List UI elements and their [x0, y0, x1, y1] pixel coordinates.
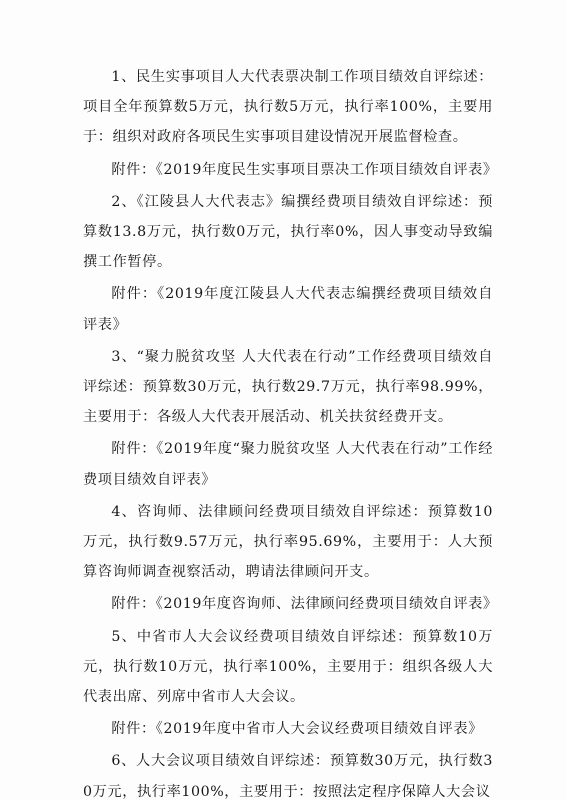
attachment-item-1: 附件：《2019年度民生实事项目票决工作项目绩效自评表》	[111, 161, 498, 178]
document-body	[83, 62, 498, 807]
paragraph-item-2: 2、《江陵县人大代表志》编撰经费项目绩效自评综述：预算数13.8万元，执行数0万元，执行率0%，因人事变动导致编撰工作暂停。	[83, 193, 493, 271]
attachment-item-3: 附件：《2019年度“聚力脱贫攻坚 人大代表在行动”工作经费项目绩效自评表》	[83, 441, 493, 488]
attachment-item-2: 附件：《2019年度江陵县人大代表志编撰经费项目绩效自评表》	[83, 286, 493, 333]
paragraph-item-6: 6、人大会议项目绩效自评综述：预算数30万元，执行数30万元，执行率100%，主要用于：按照法定程序保障人大会议	[83, 753, 493, 800]
attachment-item-4: 附件：《2019年度咨询师、法律顾问经费项目绩效自评表》	[111, 596, 498, 613]
attachment-item-5: 附件：《2019年度中省市人大会议经费项目绩效自评表》	[111, 721, 483, 738]
paragraph-item-5: 5、中省市人大会议经费项目绩效自评综述：预算数10万元，执行数10万元，执行率100%，主要用于：组织各级人大代表出席、列席中省市人大会议。	[83, 628, 493, 706]
paragraph-item-1: 1、民生实事项目人大代表票决制工作项目绩效自评综述：项目全年预算数5万元，执行数5万元，执行率100%，主要用于：组织对政府各项民生实事项目建设情况开展监督检查。	[83, 69, 493, 146]
paragraph-item-3: 3、“聚力脱贫攻坚 人大代表在行动”工作经费项目绩效自评综述：预算数30万元，执行数29.7万元，执行率98.99%，主要用于：各级人大代表开展活动、机关扶贫经费开支。	[83, 348, 493, 426]
paragraph-item-4: 4、咨询师、法律顾问经费项目绩效自评综述：预算数10万元，执行数9.57万元，执行率95.69%，主要用于：人大预算咨询师调查视察活动，聘请法律顾问开支。	[83, 503, 493, 581]
